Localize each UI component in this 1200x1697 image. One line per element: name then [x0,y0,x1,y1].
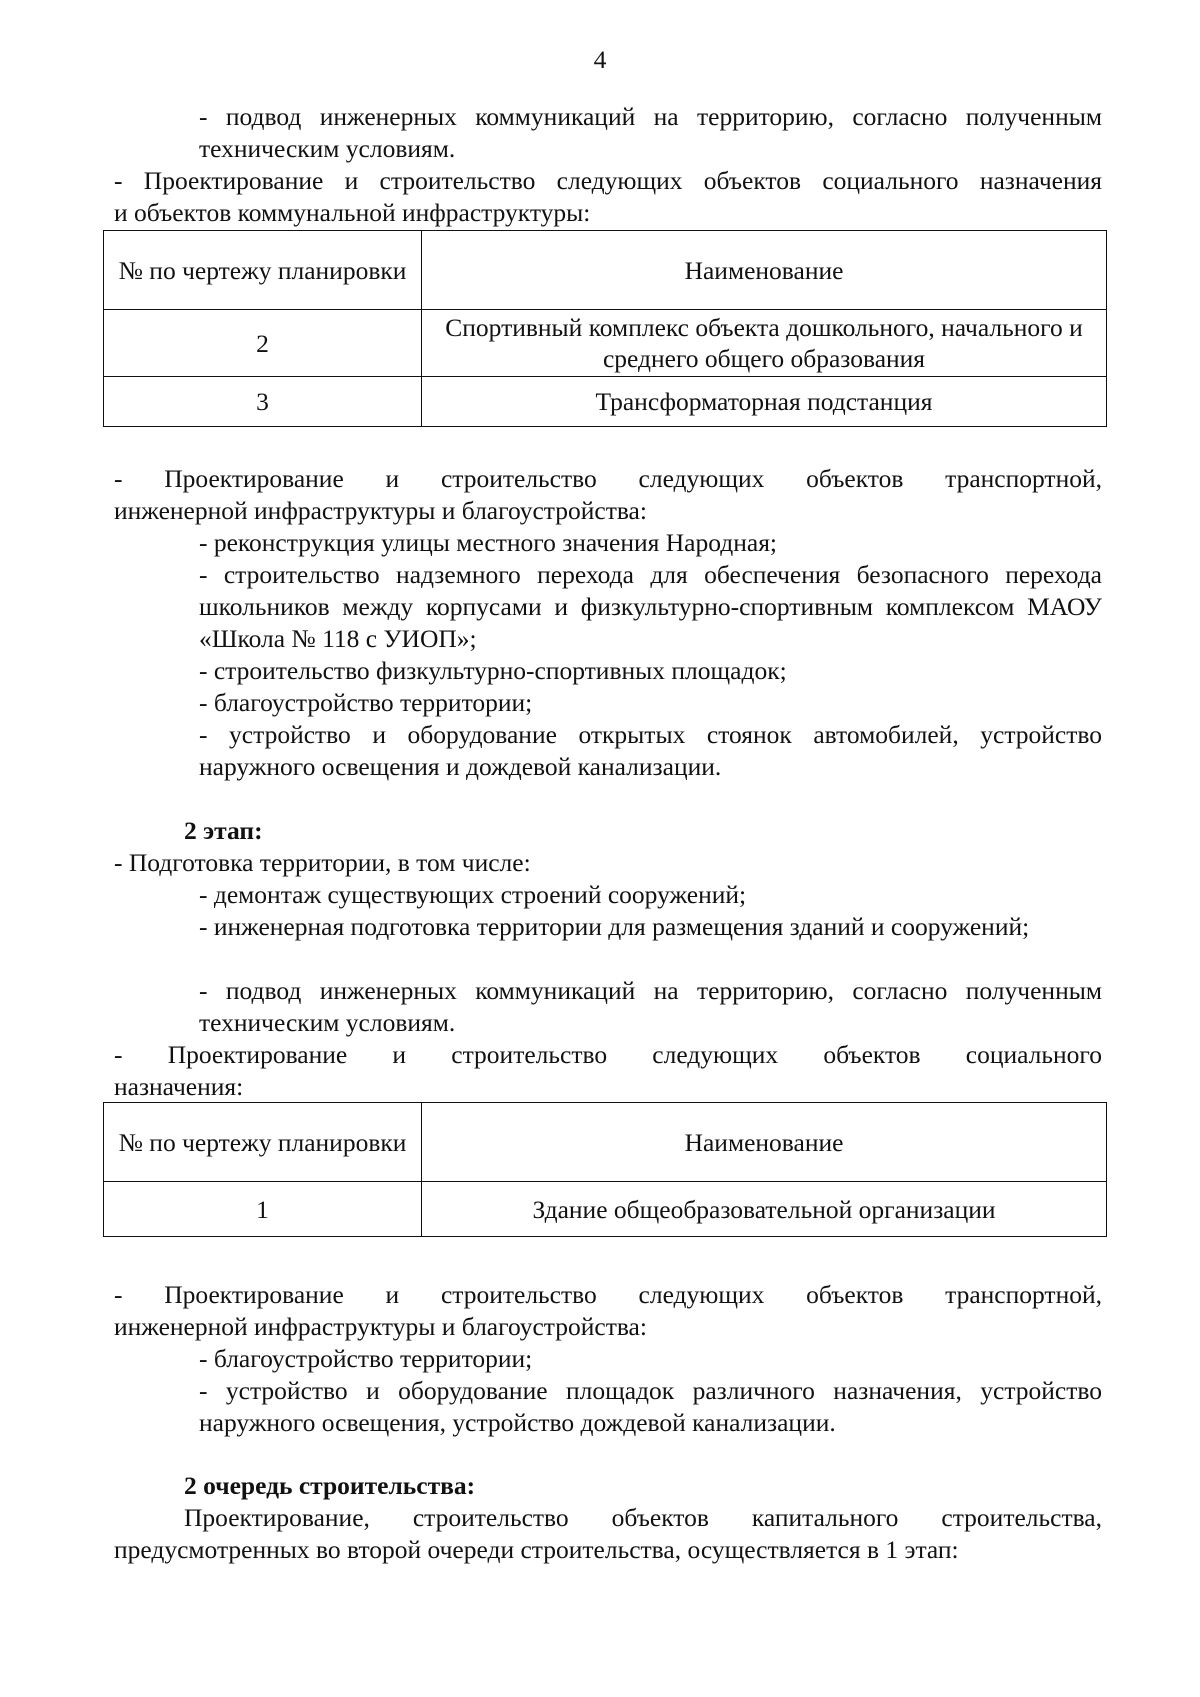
list-item-demolition: - демонтаж существующих строений сооружений; [199,880,747,909]
cell-number: 2 [104,310,422,377]
column-header-name: Наименование [422,1103,1107,1182]
cell-name: Трансформаторная подстанция [422,377,1107,427]
table-social-objects-2 [103,1102,1107,1237]
queue-2-text-line-1: Проектирование, строительство объектов капитального строительства, [184,1503,1102,1532]
prep-intro: - Подготовка территории, в том числе: [114,848,531,877]
page-number: 4 [593,45,607,74]
list-item-landscaping-2: - благоустройство территории; [199,1344,533,1373]
transport-intro-2-line-1: - Проектирование и строительство следующих объектов транспортной, [114,1280,1102,1309]
social-intro-line-1: - Проектирование и строительство следующих объектов социального назначения [114,166,1102,195]
column-header-number: № по чертежу планировки [104,1103,422,1182]
cell-name: Здание общеобразовательной организации [422,1182,1107,1237]
table-row [104,1182,1107,1237]
list-item-overpass: - строительство надземного перехода для обеспечения безопасного перехода школьников между корпусами и физкультурно-спортивным комплексом МАОУ «Школа № 118 с УИОП»; [199,560,1102,653]
social-intro-line-2: и объектов коммунальной инфраструктуры: [114,198,591,227]
list-item-street-reconstruction: - реконструкция улицы местного значения Народная; [199,528,778,557]
social-intro-2-line-2: назначения: [114,1072,244,1101]
queue-2-text-line-2: предусмотренных во второй очереди строительства, осуществляется в 1 этап: [114,1535,959,1564]
cell-number: 1 [104,1182,422,1237]
table-social-objects-1 [103,230,1107,427]
social-intro-2-line-1: - Проектирование и строительство следующих объектов социального [114,1040,1102,1069]
column-header-number: № по чертежу планировки [104,231,422,310]
stage-2-heading: 2 этап: [184,816,263,845]
list-item-parking: - устройство и оборудование открытых стоянок автомобилей, устройство наружного освещения и дождевой канализации. [199,720,1102,781]
cell-number: 3 [104,377,422,427]
queue-2-heading: 2 очередь строительства: [184,1471,476,1500]
column-header-name: Наименование [422,231,1107,310]
item-utilities-line-2: техническим условиям. [199,134,456,163]
transport-intro-2-line-2: инженерной инфраструктуры и благоустройства: [114,1312,647,1341]
transport-intro-1-line-2: инженерной инфраструктуры и благоустройства: [114,496,647,525]
cell-name: Спортивный комплекс объекта дошкольного, начального и среднего общего образования [422,310,1107,377]
list-item-landscaping: - благоустройство территории; [199,688,533,717]
table-row [104,377,1107,427]
list-item-sports-grounds: - строительство физкультурно-спортивных площадок; [199,656,787,685]
list-item-utilities: - подвод инженерных коммуникаций на территорию, согласно полученным техническим условиям. [199,976,1102,1037]
table-header-row [104,231,1107,310]
list-item-engineering-prep: - инженерная подготовка территории для размещения зданий и сооружений; [199,912,1030,941]
item-utilities-line-1: - подвод инженерных коммуникаций на территорию, согласно полученным [199,102,1102,131]
table-header-row [104,1103,1107,1182]
list-item-grounds: - устройство и оборудование площадок различного назначения, устройство наружного освещения, устройство дождевой канализации. [199,1376,1102,1437]
transport-intro-1-line-1: - Проектирование и строительство следующих объектов транспортной, [114,464,1102,493]
table-row [104,310,1107,377]
